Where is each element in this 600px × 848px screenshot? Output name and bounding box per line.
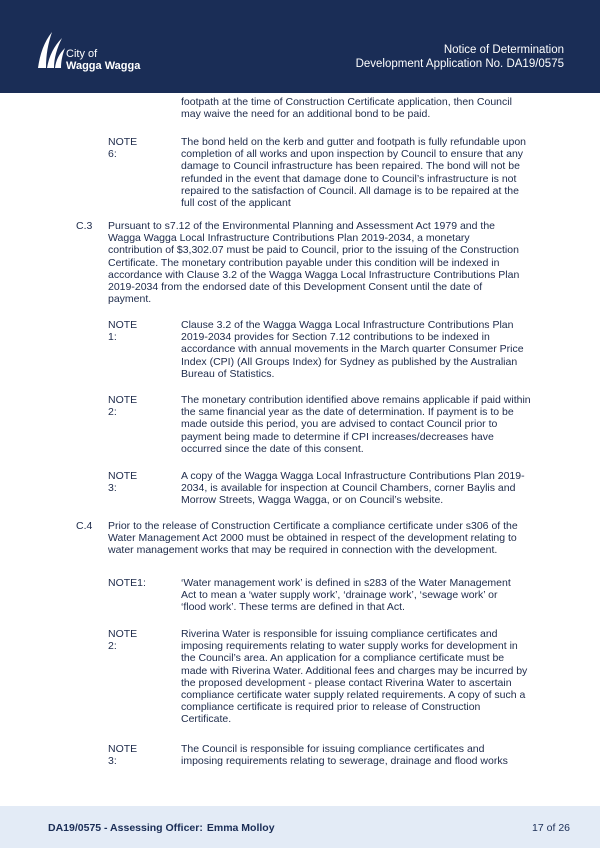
note-label: NOTE 3: <box>108 743 138 768</box>
note-label: NOTE 6: <box>108 136 138 161</box>
document-title: Notice of Determination <box>443 44 564 56</box>
note-label: NOTE 3: <box>108 470 138 495</box>
document-title-block <box>356 43 564 71</box>
logo-line-1: City of <box>66 48 98 60</box>
note-text: Clause 3.2 of the Wagga Wagga Local Infrastructure Contributions Plan 2019-2034 provides for Section 7.12 contributions to be indexed in accordance with annual movements in the March quarter Consumer Price Index (CPI) (All Groups Index) for Sydney as published by the Australian Bureau of Statistics. <box>181 319 524 380</box>
paragraph-text: footpath at the time of Construction Certificate application, then Council may waive the need for an additional bond to be paid. <box>181 96 512 121</box>
footer-officer-info <box>48 822 275 834</box>
note-label: NOTE 2: <box>108 394 138 419</box>
note-label: NOTE 1: <box>108 319 138 344</box>
page-header <box>0 0 600 93</box>
note-text: ‘Water management work’ is defined in s283 of the Water Management Act to mean a ‘water supply work’, ‘drainage work’, ‘sewage work’ or ‘flood work’. These terms are defined in that Act. <box>181 577 511 614</box>
footer-reference: DA19/0575 - Assessing Officer: <box>48 822 203 834</box>
application-number: Development Application No. DA19/0575 <box>355 58 564 70</box>
city-logo-text <box>66 48 140 72</box>
officer-name: Emma Molloy <box>206 822 275 834</box>
condition-label: C.4 <box>76 520 93 532</box>
condition-text: Prior to the release of Construction Certificate a compliance certificate under s306 of the Water Management Act 2000 must be obtained in respect of the development relating to water management works that may be required in connection with the development. <box>108 520 518 557</box>
page-number: 17 of 26 <box>532 822 570 834</box>
note-text: The bond held on the kerb and gutter and footpath is fully refundable upon completion of all works and upon inspection by Council to ensure that any damage to Council infrastructure has been repaired. The bond will not be refunded in the event that damage done to Council’s infrastructure is not repaired to the satisfaction of Council. All damage is to be repaired at the full cost of the applicant <box>181 136 527 210</box>
logo-line-2: Wagga Wagga <box>66 60 141 72</box>
note-label: NOTE1: <box>108 577 146 589</box>
condition-text: Pursuant to s7.12 of the Environmental Planning and Assessment Act 1979 and the Wagga Wagga Local Infrastructure Contributions Plan 2019-2034, a monetary contribution of $3,302.07 must be paid to Council, prior to the issuing of the Construction Certificate. The monetary contribution payable under this condition will be indexed in accordance with Clause 3.2 of the Wagga Wagga Local Infrastructure Contributions Plan 2019-2034 from the endorsed date of this Development Consent until the date of payment. <box>108 220 520 306</box>
city-logo-icon <box>34 28 68 70</box>
note-label: NOTE 2: <box>108 628 138 653</box>
note-text: A copy of the Wagga Wagga Local Infrastructure Contributions Plan 2019-2034, is available for inspection at Council Chambers, corner Baylis and Morrow Streets, Wagga Wagga, or on Council’s website. <box>181 470 525 507</box>
note-text: The Council is responsible for issuing compliance certificates and imposing requirements relating to sewerage, drainage and flood works <box>181 743 508 768</box>
page-footer <box>0 806 600 848</box>
note-text: Riverina Water is responsible for issuing compliance certificates and imposing requirements relating to water supply works for development in the Council’s area. An application for a compliance certificate must be made with Riverina Water. Additional fees and charges may be incurred by the proposed development - please contact Riverina Water to ascertain compliance certificate water supply related requirements. A copy of such a compliance certificate is required prior to release of Construction Certificate. <box>181 628 528 726</box>
note-text: The monetary contribution identified above remains applicable if paid within the same financial year as the date of determination. If payment is to be made outside this period, you are advised to contact Council prior to payment being made to determine if CPI increases/decreases have occurred since the date of this consent. <box>181 394 531 455</box>
condition-label: C.3 <box>76 220 93 232</box>
